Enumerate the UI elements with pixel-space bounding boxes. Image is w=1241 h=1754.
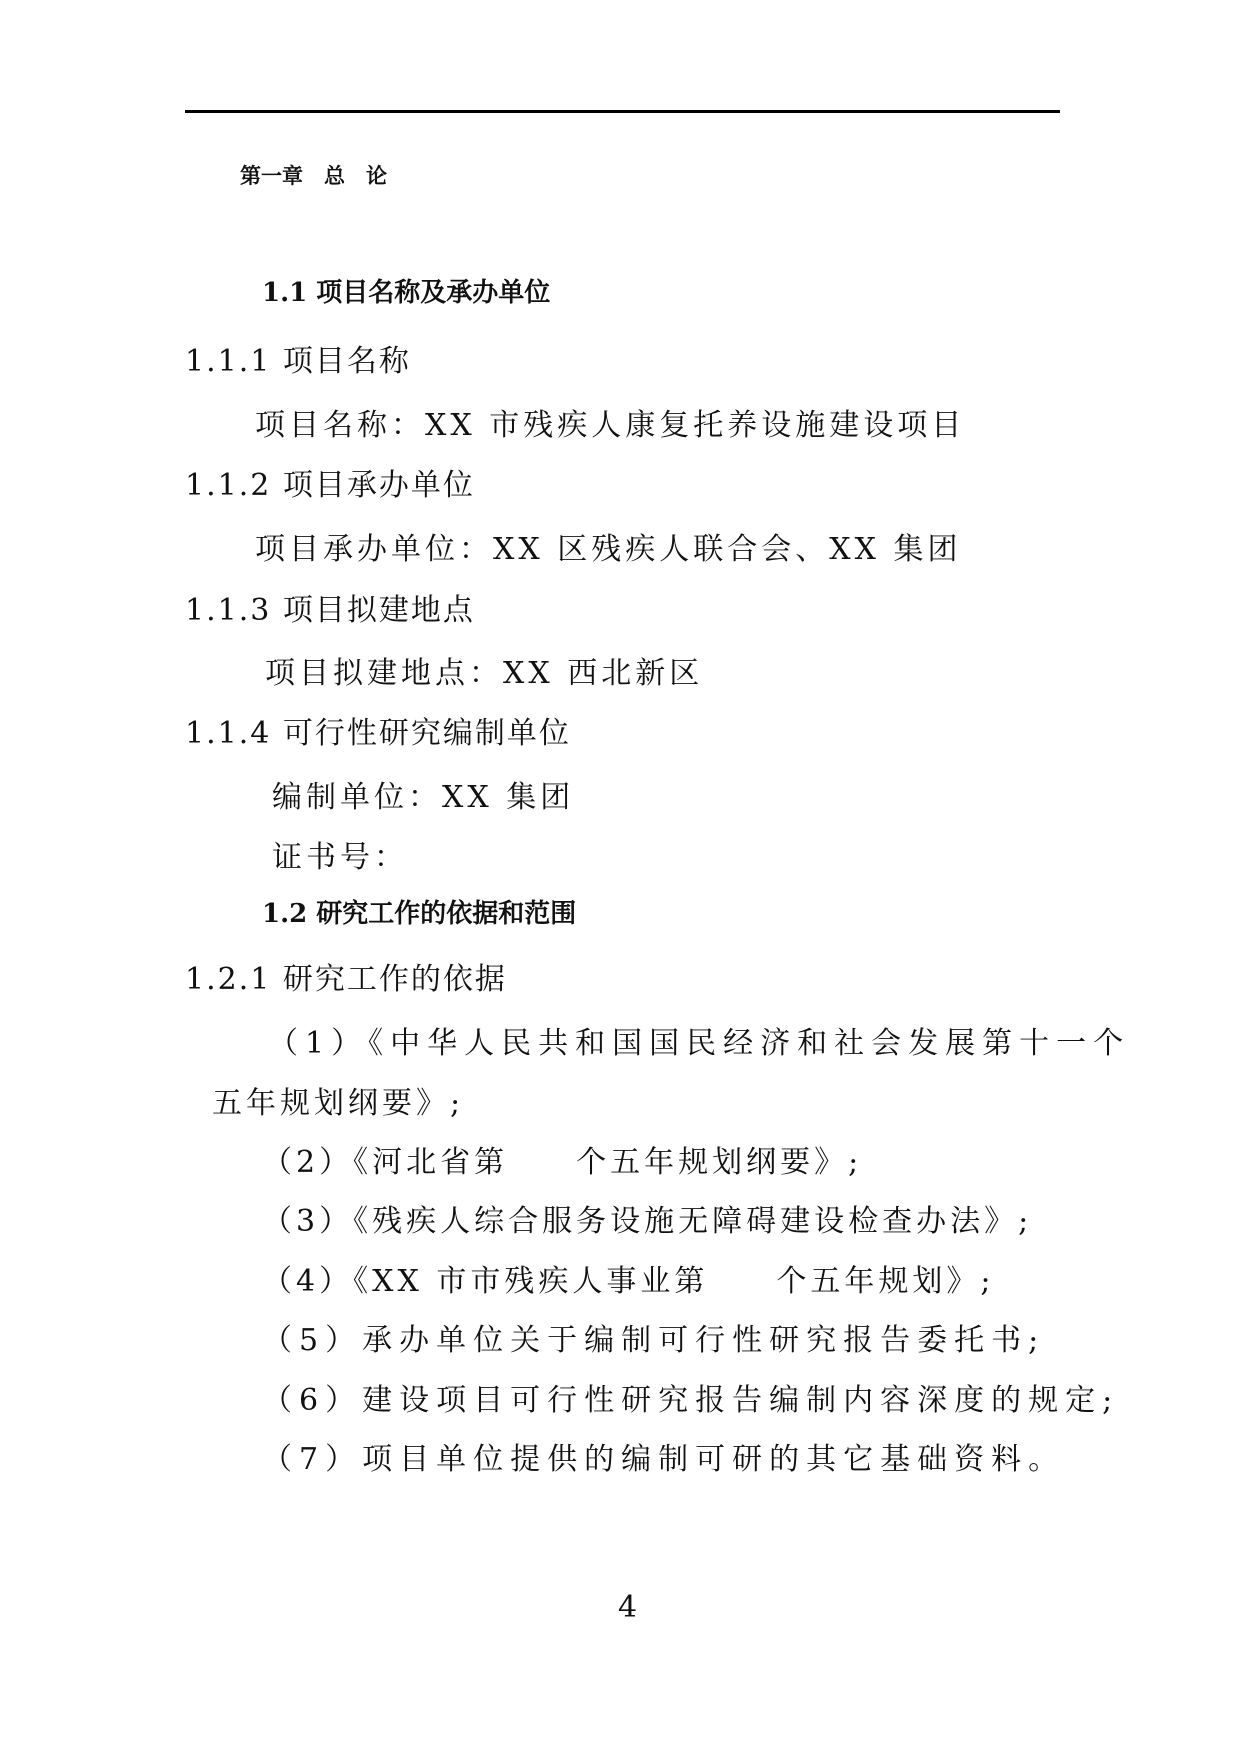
- section-1-1-heading: 1.1 项目名称及承办单位: [262, 278, 551, 308]
- section-1-1-2-heading: 1.1.2 项目承办单位: [185, 468, 475, 503]
- section-1-2-1-heading: 1.2.1 研究工作的依据: [185, 962, 507, 997]
- basis-item-2: （2）《河北省第 个五年规划纲要》;: [262, 1145, 863, 1180]
- chapter-title: 第一章 总 论: [240, 164, 387, 188]
- basis-item-1: （1）《中华人民共和国国民经济和社会发展第十一个: [268, 1026, 1131, 1061]
- basis-item-6: （6）建设项目可行性研究报告编制内容深度的规定;: [262, 1383, 1120, 1418]
- header-rule: [185, 110, 1060, 113]
- project-location-text: 项目拟建地点：XX 西北新区: [265, 656, 704, 691]
- basis-item-3: （3）《残疾人综合服务设施无障碍建设检查办法》;: [262, 1204, 1033, 1239]
- compiling-unit-text: 编制单位：XX 集团: [272, 780, 575, 815]
- certificate-number-text: 证书号：: [272, 840, 408, 875]
- section-1-1-3-heading: 1.1.3 项目拟建地点: [185, 593, 475, 628]
- section-1-1-1-heading: 1.1.1 项目名称: [185, 344, 411, 379]
- basis-item-4: （4）《XX 市市残疾人事业第 个五年规划》;: [262, 1264, 995, 1299]
- basis-item-7: （7）项目单位提供的编制可研的其它基础资料。: [262, 1442, 1066, 1477]
- project-name-text: 项目名称：XX 市残疾人康复托养设施建设项目: [255, 408, 966, 443]
- basis-item-5: （5）承办单位关于编制可行性研究报告委托书;: [262, 1323, 1046, 1358]
- basis-item-1-continued: 五年规划纲要》;: [212, 1086, 465, 1121]
- section-1-2-heading: 1.2 研究工作的依据和范围: [262, 899, 577, 929]
- project-unit-text: 项目承办单位：XX 区残疾人联合会、XX 集团: [255, 532, 962, 567]
- page-number: 4: [618, 1590, 638, 1625]
- section-1-1-4-heading: 1.1.4 可行性研究编制单位: [185, 716, 571, 751]
